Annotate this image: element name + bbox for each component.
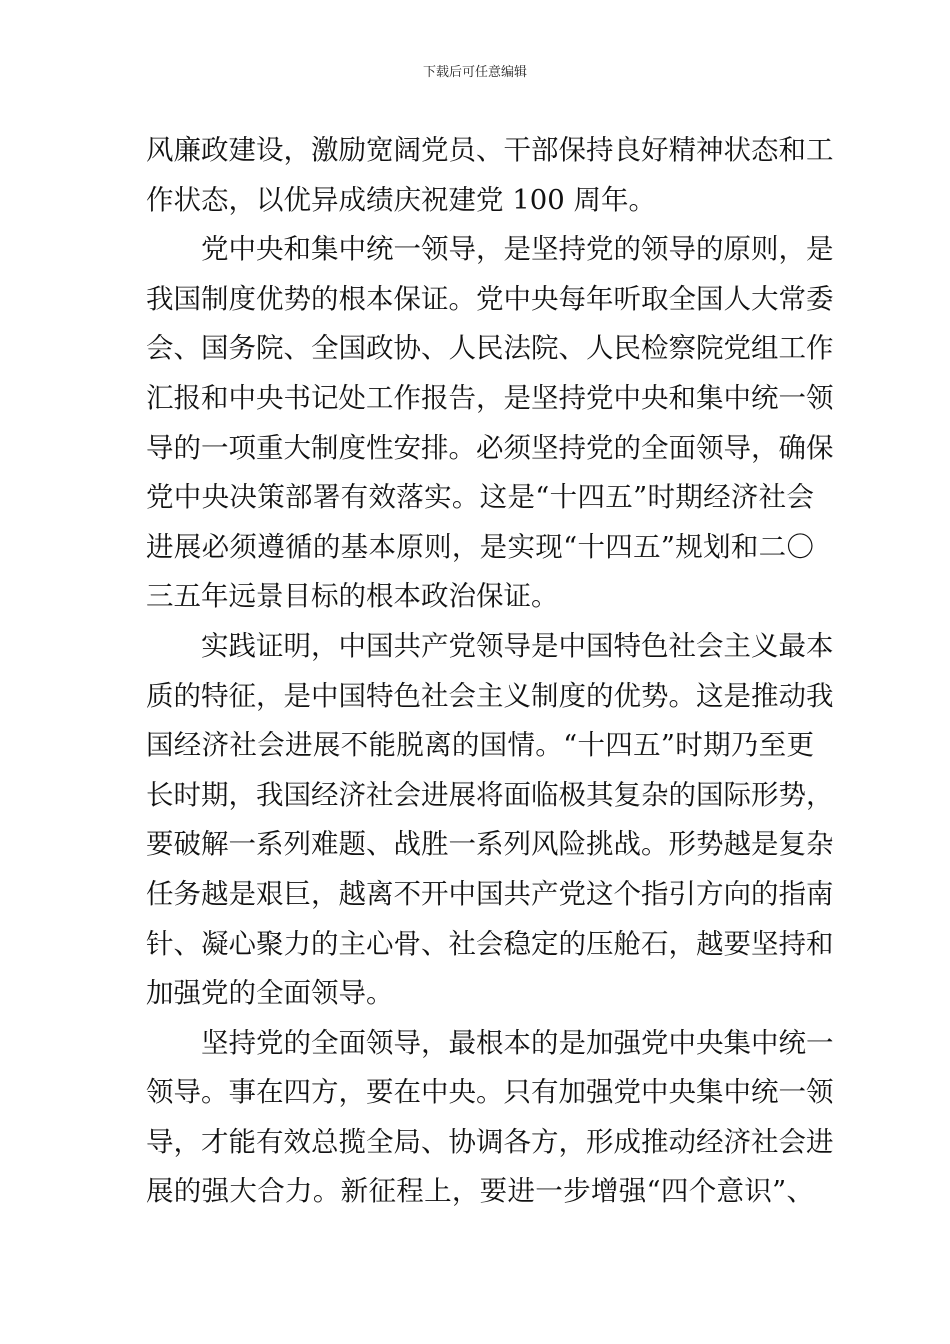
text-line: 坚持党的全面领导，最根本的是加强党中央集中统一 (201, 1026, 834, 1059)
text-line: 要破解一系列难题、战胜一系列风险挑战。形势越是复杂 (146, 828, 834, 861)
text-line: 党中央决策部署有效落实。这是“十四五”时期经济社会 (146, 481, 814, 514)
text-line: 加强党的全面领导。 (146, 977, 394, 1010)
text-line: 导的一项重大制度性安排。必须坚持党的全面领导，确保 (146, 431, 834, 464)
text-line: 导，才能有效总揽全局、协调各方，形成推动经济社会进 (146, 1125, 834, 1158)
document-body (146, 126, 834, 1217)
text-line: 任务越是艰巨，越离不开中国共产党这个指引方向的指南 (146, 877, 834, 910)
text-line: 领导。事在四方，要在中央。只有加强党中央集中统一领 (146, 1076, 834, 1109)
page-header: 下载后可任意编辑 (422, 65, 527, 80)
text-line: 风廉政建设，激励宽阔党员、干部保持良好精神状态和工 (146, 134, 834, 166)
text-line: 国经济社会进展不能脱离的国情。“十四五”时期乃至更 (146, 729, 814, 762)
text-line: 会、国务院、全国政协、人民法院、人民检察院党组工作 (146, 332, 834, 365)
text-line: 质的特征，是中国特色社会主义制度的优势。这是推动我 (146, 679, 834, 712)
text-line: 党中央和集中统一领导，是坚持党的领导的原则，是 (201, 233, 834, 266)
text-line: 汇报和中央书记处工作报告，是坚持党中央和集中统一领 (146, 381, 834, 414)
text-line: 作状态，以优异成绩庆祝建党 100 周年。 (146, 183, 656, 216)
text-line: 针、凝心聚力的主心骨、社会稳定的压舱石，越要坚持和 (146, 927, 834, 960)
text-line: 实践证明，中国共产党领导是中国特色社会主义最本 (201, 629, 834, 662)
text-line: 我国制度优势的根本保证。党中央每年听取全国人大常委 (146, 282, 834, 315)
text-line: 长时期，我国经济社会进展将面临极其复杂的国际形势， (146, 778, 834, 811)
text-line: 进展必须遵循的基本原则，是实现“十四五”规划和二〇 (146, 530, 814, 563)
text-line: 三五年远景目标的根本政治保证。 (146, 580, 559, 613)
text-line: 展的强大合力。新征程上，要进一步增强“四个意识”、 (146, 1175, 814, 1208)
